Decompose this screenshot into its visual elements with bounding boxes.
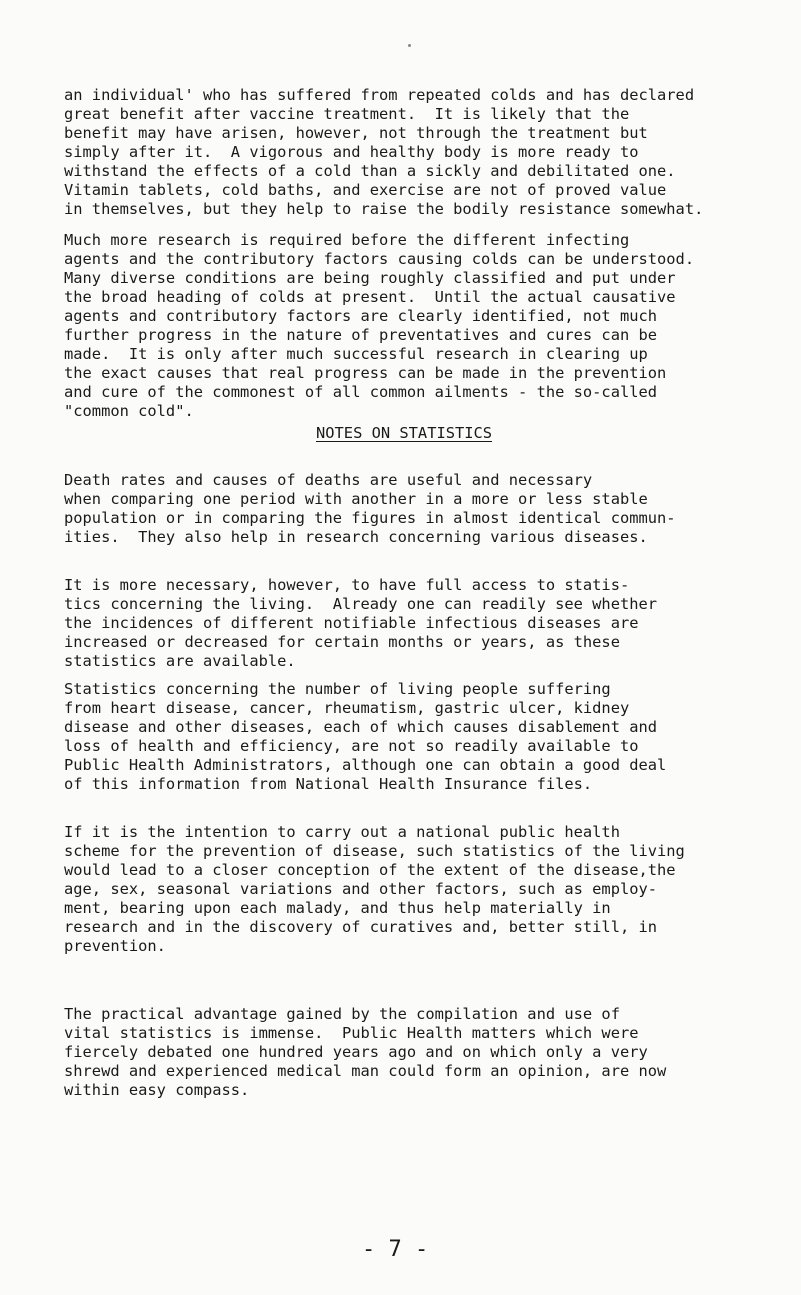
paragraph-death-rates: Death rates and causes of deaths are useful and necessary when comparing one period with another in a more or less stable population or in comparing the figures in almost identical commun- ities. They also help in research concerning various diseases. [64,471,676,546]
paragraph-chronic-diseases: Statistics concerning the number of living people suffering from heart disease, cancer, rheumatism, gastric ulcer, kidney disease and other diseases, each of which causes disablement and loss of health and efficiency, are not so readily available to Public Health Administrators, although one can obtain a good deal of this information from National Health Insurance files. [64,680,667,793]
page-number: - 7 - [362,1237,429,1262]
paragraph-practical-advantage: The practical advantage gained by the compilation and use of vital statistics is immense. Public Health matters which were fiercely debated one hundred years ago and on which only a very shrewd and experienced medical man could form an opinion, are now within easy compass. [64,1005,667,1099]
paragraph-vaccine-colds: an individual' who has suffered from repeated colds and has declared great benefit after vaccine treatment. It is likely that the benefit may have arisen, however, not through the treatment but simply after it. A vigorous and healthy body is more ready to withstand the effects of a cold than a sickly and debilitated one. Vitamin tablets, cold baths, and exercise are not of proved value in themselves, but they help to raise the bodily resistance somewhat. [64,86,704,218]
scan-speck [408,44,411,47]
paragraph-living-statistics: It is more necessary, however, to have full access to statis- tics concerning the living. Already one can readily see whether the incidences of different notifiable infectious diseases are increased or decreased for certain months or years, as these statistics are available. [64,576,658,670]
paragraph-national-scheme: If it is the intention to carry out a national public health scheme for the prevention of disease, such statistics of the living would lead to a closer conception of the extent of the disease,the age, sex, seasonal variations and other factors, such as employ- ment, bearing upon each malady, and thus help materially in research and in the discovery of curatives and, better still, in prevention. [64,823,685,955]
section-heading: NOTES ON STATISTICS [316,424,493,442]
paragraph-research-colds: Much more research is required before the different infecting agents and the contributory factors causing colds can be understood. Many diverse conditions are being roughly classified and put under the broad heading of colds at present. Until the actual causative agents and contributory factors are clearly identified, not much further progress in the nature of preventatives and cures can be made. It is only after much successful research in clearing up the exact causes that real progress can be made in the prevention and cure of the commonest of all common ailments - the so-called "common cold". [64,231,695,420]
